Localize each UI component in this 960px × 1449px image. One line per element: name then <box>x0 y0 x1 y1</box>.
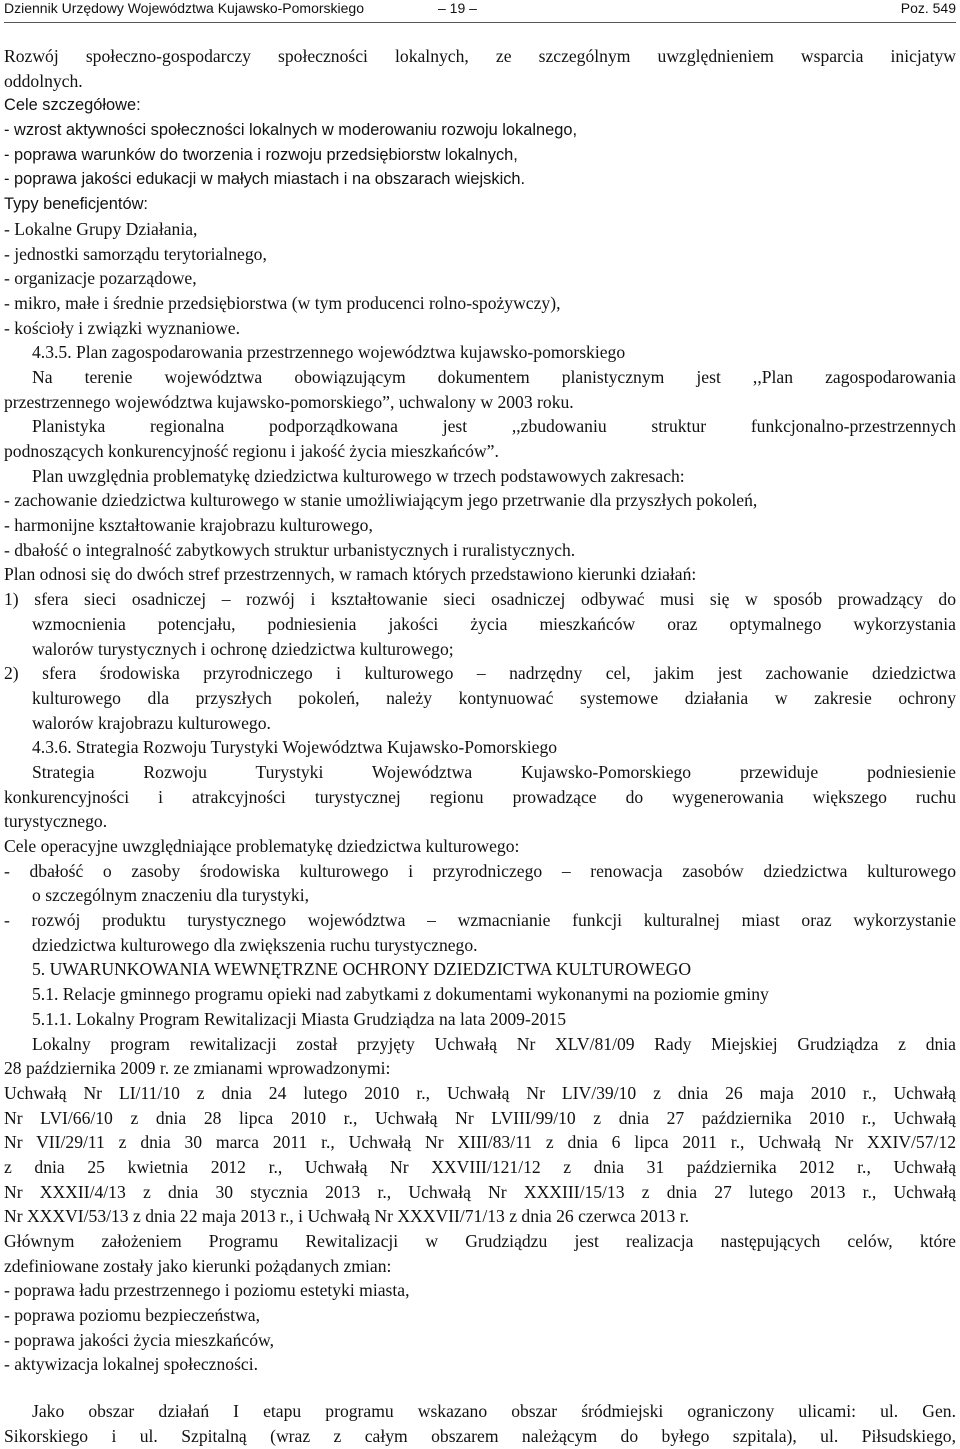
text-line: Strategia Rozwoju Turystyki Województwa Kujawsko-Pomorskiego przewiduje podniesienie <box>32 761 956 782</box>
text-line: Cele operacyjne uwzględniające problematykę dziedzictwa kulturowego: <box>4 836 520 856</box>
list-item: - zachowanie dziedzictwa kulturowego w stanie umożliwiającym jego przetrwanie dla przyszłych pokoleń, <box>4 490 758 511</box>
text-line: konkurencyjności i atrakcyjności turystycznej regionu prowadzące do wygenerowania większego ruchu <box>4 786 956 807</box>
text-line: Sikorskiego i ul. Szpitalną (wraz z całym obszarem należącym do byłego szpitala), ul. Piłsudskiego, <box>4 1425 956 1446</box>
list-item: - rozwój produktu turystycznego województwa – wzmacnianie funkcji kulturalnej miast oraz wykorzystanie <box>4 910 956 931</box>
list-item: - poprawa poziomu bezpieczeństwa, <box>4 1305 260 1326</box>
text-line: Plan odnosi się do dwóch stref przestrzennych, w ramach których przedstawiono kierunki działań: <box>4 564 697 585</box>
list-item: - aktywizacja lokalnej społeczności. <box>4 1354 259 1375</box>
text-line: Cele szczegółowe: <box>4 96 141 115</box>
section-heading: 4.3.5. Plan zagospodarowania przestrzennego województwa kujawsko-pomorskiego <box>32 342 626 363</box>
paragraph-gap <box>4 1377 956 1399</box>
text-line: zdefiniowane zostały jako kierunki pożądanych zmian: <box>4 1255 392 1276</box>
text-line: z dnia 25 kwietnia 2012 r., Uchwałą Nr XXVIII/121/12 z dnia 31 października 2012 r., Uchwałą <box>4 1156 956 1177</box>
text-line: Głównym założeniem Programu Rewitalizacji w Grudziądzu jest realizacja następujących celów, które <box>4 1231 956 1251</box>
text-line: Rozwój społeczno-gospodarczy społeczności lokalnych, ze szczególnym uwzględnieniem wsparcia inicjatyw <box>4 46 956 66</box>
list-item: - poprawa jakości edukacji w małych miastach i na obszarach wiejskich. <box>4 170 526 189</box>
list-item: - kościoły i związki wyznaniowe. <box>4 317 240 338</box>
document-body <box>4 44 956 1449</box>
text-line: Nr XXXVI/53/13 z dnia 22 maja 2013 r., i Uchwałą Nr XXXVII/71/13 z dnia 26 czerwca 2013 r. <box>4 1206 689 1227</box>
page-header <box>4 0 956 23</box>
journal-title: Dziennik Urzędowy Województwa Kujawsko-Pomorskiego <box>4 0 364 16</box>
list-item: - wzrost aktywności społeczności lokalnych w moderowaniu rozwoju lokalnego, <box>4 121 578 140</box>
section-heading: 5. UWARUNKOWANIA WEWNĘTRZNE OCHRONY DZIEDZICTWA KULTUROWEGO <box>32 959 692 980</box>
list-item: - dbałość o zasoby środowiska kulturowego i przyrodniczego – renowacja zasobów dziedzictwa kulturowego <box>4 860 956 881</box>
text-line: Jako obszar działań I etapu programu wskazano obszar śródmiejski ograniczony ulicami: ul. Gen. <box>32 1401 956 1422</box>
text-line: dziedzictwa kulturowego dla zwiększenia ruchu turystycznego. <box>32 934 478 955</box>
text-line: Planistyka regionalna podporządkowana jest ,,zbudowaniu struktur funkcjonalno-przestrzennych <box>32 416 956 437</box>
text-line: walorów krajobrazu kulturowego. <box>32 712 271 733</box>
text-line: Nr XXXII/4/13 z dnia 30 stycznia 2013 r., Uchwałą Nr XXXIII/15/13 z dnia 27 lutego 2013 r., Uchwałą <box>4 1181 956 1202</box>
text-line: 28 października 2009 r. ze zmianami wprowadzonymi: <box>4 1058 391 1079</box>
list-item: 1) sfera sieci osadniczej – rozwój i kształtowanie sieci osadniczej odbywać musi się w sposób prowadzący do <box>4 589 956 610</box>
text-line: walorów turystycznych i ochronę dziedzictwa kulturowego; <box>32 638 454 659</box>
list-item: 2) sfera środowiska przyrodniczego i kulturowego – nadrzędny cel, jakim jest zachowanie dziedzictwa <box>4 663 956 684</box>
text-line: Nr LVI/66/10 z dnia 28 lipca 2010 r., Uchwałą Nr LVIII/99/10 z dnia 27 października 2010 r., Uchwałą <box>4 1107 956 1128</box>
text-line: podnoszących konkurencyjność regionu i jakość życia mieszkańców”. <box>4 441 499 461</box>
list-item: - poprawa warunków do tworzenia i rozwoju przedsiębiorstw lokalnych, <box>4 145 518 164</box>
section-heading: 5.1.1. Lokalny Program Rewitalizacji Miasta Grudziądza na lata 2009-2015 <box>32 1008 567 1029</box>
section-heading: 4.3.6. Strategia Rozwoju Turystyki Województwa Kujawsko-Pomorskiego <box>32 737 558 758</box>
list-item: - poprawa ładu przestrzennego i poziomu estetyki miasta, <box>4 1280 410 1301</box>
section-heading: 5.1. Relacje gminnego programu opieki nad zabytkami z dokumentami wykonanymi na poziomie gminy <box>32 984 769 1005</box>
list-item: - dbałość o integralność zabytkowych struktur urbanistycznych i ruralistycznych. <box>4 539 576 560</box>
text-line: oddolnych. <box>4 70 83 91</box>
text-line: o szczególnym znaczeniu dla turystyki, <box>32 885 310 906</box>
text-line: Plan uwzględnia problematykę dziedzictwa kulturowego w trzech podstawowych zakresach: <box>32 465 685 486</box>
text-line: Nr VII/29/11 z dnia 30 marca 2011 r., Uchwałą Nr XIII/83/11 z dnia 6 lipca 2011 r., Uchwałą Nr XXIV/57/12 <box>4 1132 956 1153</box>
position-number: Poz. 549 <box>900 0 956 16</box>
text-line: przestrzennego województwa kujawsko-pomorskiego”, uchwalony w 2003 roku. <box>4 391 574 412</box>
list-item: - harmonijne kształtowanie krajobrazu kulturowego, <box>4 515 373 536</box>
text-line: wzmocnienia potencjału, podniesienia jakości życia mieszkańców oraz optymalnego wykorzystania <box>32 613 956 634</box>
text-line: Na terenie województwa obowiązującym dokumentem planistycznym jest ,,Plan zagospodarowania <box>32 366 956 387</box>
list-item: - jednostki samorządu terytorialnego, <box>4 243 267 264</box>
page-number: – 19 – <box>438 0 477 16</box>
list-item: - mikro, małe i średnie przedsiębiorstwa (w tym producenci rolno-spożywczy), <box>4 292 561 313</box>
list-item: - Lokalne Grupy Działania, <box>4 218 198 239</box>
list-item: - organizacje pozarządowe, <box>4 268 197 289</box>
text-line: Typy beneficjentów: <box>4 195 148 214</box>
text-line: kulturowego dla przyszłych pokoleń, należy kontynuować systemowe działania w zakresie ochrony <box>32 687 956 708</box>
list-item: - poprawa jakości życia mieszkańców, <box>4 1329 274 1350</box>
text-line: Uchwałą Nr LI/11/10 z dnia 24 lutego 2010 r., Uchwałą Nr LIV/39/10 z dnia 26 maja 2010 r., Uchwałą <box>4 1082 956 1103</box>
text-line: Lokalny program rewitalizacji został przyjęty Uchwałą Nr XLV/81/09 Rady Miejskiej Grudziądza z dnia <box>32 1033 956 1054</box>
text-line: turystycznego. <box>4 811 108 832</box>
